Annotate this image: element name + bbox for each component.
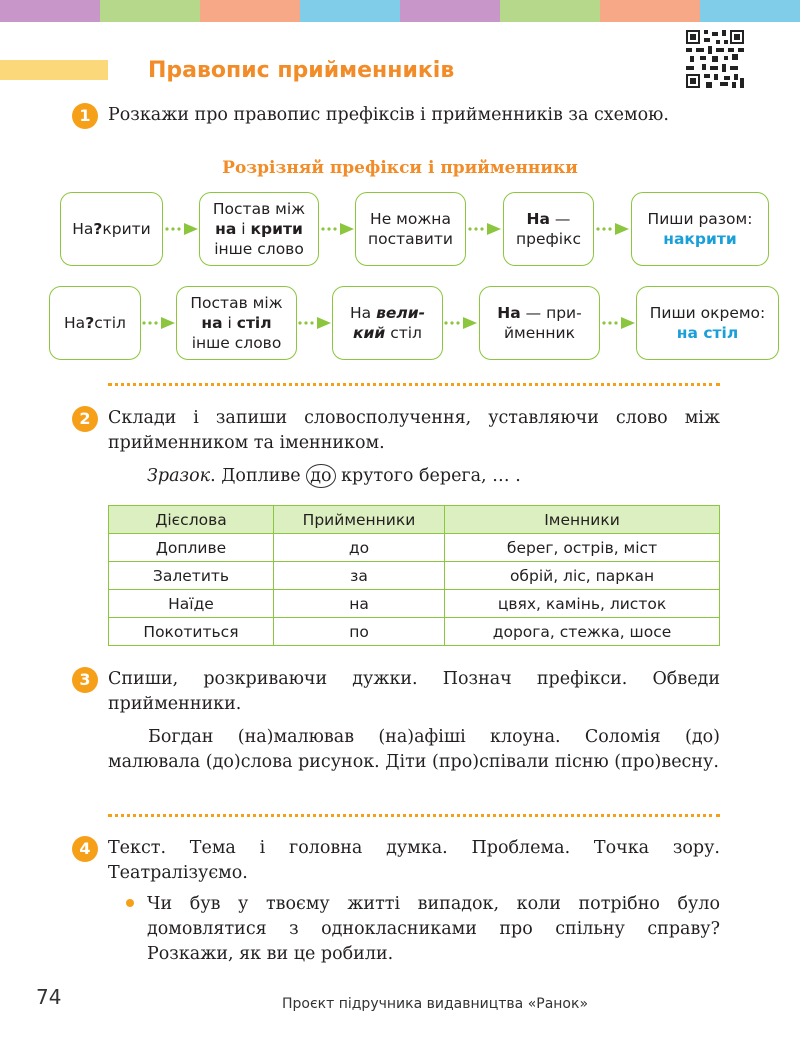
box-answer: накрити — [663, 230, 737, 248]
example-text: . Допливе — [210, 466, 307, 486]
task-number-badge: 1 — [72, 103, 98, 129]
scheme-box-insert — [199, 192, 319, 266]
task-number-badge: 2 — [72, 406, 98, 432]
box-word: на — [215, 220, 237, 238]
box-text-part: стіл — [385, 324, 422, 342]
arrow-right-icon — [601, 316, 637, 330]
task4-bullet-text: Чи був у твоєму житті випадок, коли потрібно було домовлятися з однокласниками про спільну справу? Розкажи, як ви це робили. — [147, 894, 720, 964]
box-text-part: — — [549, 210, 571, 228]
scheme-box-check — [355, 192, 466, 266]
bullet-dot — [126, 899, 134, 907]
box-text-part: На — [349, 304, 377, 322]
scheme-box-word — [49, 286, 141, 360]
scheme-box-result — [503, 192, 594, 266]
table-cell: за — [273, 562, 444, 590]
title-accent-bar — [0, 60, 108, 80]
section-divider — [108, 383, 720, 386]
task-number-badge: 4 — [72, 836, 98, 862]
arrow-right-icon — [467, 222, 503, 236]
box-answer: на стіл — [676, 324, 739, 342]
box-text-part: — при- — [520, 304, 582, 322]
strip-segment — [200, 0, 300, 22]
box-line: інше слово — [214, 240, 304, 258]
task4-text: Текст. Тема і головна думка. Проблема. Точка зору. Театралізуємо. — [108, 838, 720, 883]
box-line: Постав між — [212, 200, 306, 218]
box-text-part: і — [236, 220, 251, 238]
table-row — [109, 590, 720, 618]
top-color-strip — [0, 0, 800, 22]
task3-passage: Богдан (на)малював (на)афіші клоуна. Соломія (до) малювала (до)слова рисунок. Діти (про)співали пісню (про)весну. — [108, 727, 720, 772]
strip-segment — [400, 0, 500, 22]
table-cell: Наїде — [109, 590, 274, 618]
arrow-right-icon — [164, 222, 200, 236]
question-mark: ? — [93, 220, 103, 238]
table-cell: по — [273, 618, 444, 646]
box-line: префікс — [516, 230, 581, 248]
box-line: Не можна — [370, 210, 451, 228]
box-line: інше слово — [191, 334, 282, 352]
circled-preposition: до — [306, 464, 335, 488]
word-table — [108, 505, 720, 646]
strip-segment — [500, 0, 600, 22]
table-cell: Допливе — [109, 534, 274, 562]
scheme-box-check — [332, 286, 443, 360]
box-word: вели- — [376, 304, 426, 322]
scheme-box-rule — [631, 192, 769, 266]
box-text-part: На — [64, 314, 86, 332]
table-cell: Залетить — [109, 562, 274, 590]
task2-text: Склади і запиши словосполучення, уставляючи слово між прийменником та іменником. — [108, 408, 720, 453]
scheme-box-word — [60, 192, 163, 266]
arrow-right-icon — [443, 316, 479, 330]
column-header: Іменники — [445, 506, 720, 534]
arrow-right-icon — [320, 222, 356, 236]
section-divider — [108, 814, 720, 817]
box-text-part: і — [222, 314, 237, 332]
box-word: крити — [250, 220, 303, 238]
strip-segment — [600, 0, 700, 22]
box-word: На — [526, 210, 550, 228]
box-line: Постав між — [190, 294, 283, 312]
box-word: На — [497, 304, 521, 322]
box-text-part: крити — [102, 220, 151, 238]
example-label: Зразок — [147, 466, 211, 486]
page-number: 74 — [36, 985, 62, 1009]
table-cell: до — [273, 534, 444, 562]
task3-text: Спиши, розкриваючи дужки. Познач префікси. Обведи прийменники. — [108, 669, 720, 714]
column-header: Дієслова — [109, 506, 274, 534]
arrow-right-icon — [595, 222, 631, 236]
arrow-right-icon — [297, 316, 333, 330]
scheme-heading: Розрізняй префікси і прийменники — [222, 158, 578, 178]
box-line: поставити — [368, 230, 453, 248]
box-word: кий — [353, 324, 386, 342]
scheme-box-rule — [636, 286, 779, 360]
arrow-right-icon — [141, 316, 177, 330]
page-title: Правопис прийменників — [148, 58, 455, 83]
task1-text: Розкажи про правопис префіксів і прийменників за схемою. — [108, 105, 669, 125]
table-row — [109, 534, 720, 562]
table-row — [109, 618, 720, 646]
scheme-box-result — [479, 286, 600, 360]
table-cell: Покотиться — [109, 618, 274, 646]
table-cell: обрій, ліс, паркан — [445, 562, 720, 590]
box-text-part: стіл — [94, 314, 126, 332]
box-line: Пиши разом: — [647, 210, 753, 228]
question-mark: ? — [85, 314, 95, 332]
table-cell: дорога, стежка, шосе — [445, 618, 720, 646]
table-cell: на — [273, 590, 444, 618]
strip-segment — [300, 0, 400, 22]
qr-code-icon[interactable] — [686, 30, 744, 88]
example-line — [147, 464, 521, 489]
box-text-part: На — [72, 220, 94, 238]
table-cell: берег, острів, міст — [445, 534, 720, 562]
table-cell: цвях, камінь, листок — [445, 590, 720, 618]
scheme-box-insert — [176, 286, 297, 360]
example-text: крутого берега, … . — [335, 466, 521, 486]
publisher-note: Проєкт підручника видавництва «Ранок» — [281, 996, 589, 1012]
box-line: Пиши окремо: — [649, 304, 766, 322]
table-header-row — [109, 506, 720, 534]
box-line: йменник — [503, 324, 575, 342]
strip-segment — [100, 0, 200, 22]
box-word: на — [201, 314, 223, 332]
task-number-badge: 3 — [72, 667, 98, 693]
box-word: стіл — [236, 314, 272, 332]
strip-segment — [700, 0, 800, 22]
strip-segment — [0, 0, 100, 22]
table-row — [109, 562, 720, 590]
column-header: Прийменники — [273, 506, 444, 534]
